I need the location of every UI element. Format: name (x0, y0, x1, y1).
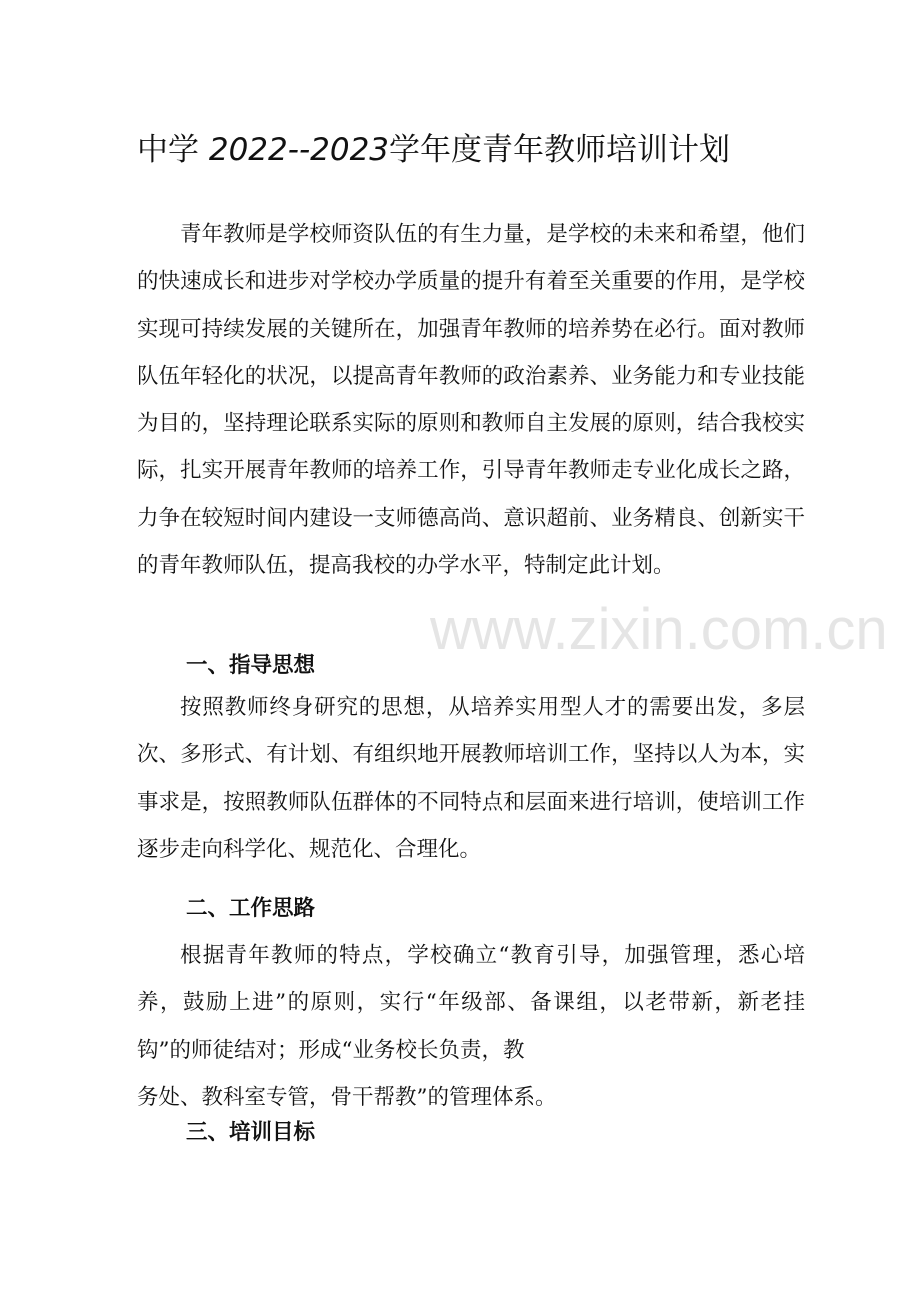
section-heading-training-goals: 三、培训目标 (186, 1120, 316, 1145)
watermark: www.zixin.com.cn (430, 597, 888, 662)
title-suffix: 学年度青年教师培训计划 (389, 132, 731, 168)
work-approach-text-part2: 务处、教科室专管，骨干帮教”的管理体系。 (137, 1084, 557, 1110)
intro-paragraph: 青年教师是学校师资队伍的有生力量，是学校的未来和希望，他们的快速成长和进步对学校办学质量的提升有着至关重要的作用，是学校实现可持续发展的关键所在，加强青年教师的培养势在必行。面对教师队伍年轻化的状况，以提高青年教师的政治素养、业务能力和专业技能为目的，坚持理论联系实际的原则和教师自主发展的原则，结合我校实际，扎实开展青年教师的培养工作，引导青年教师走专业化成长之路，力争在较短时间内建设一支师德高尚、意识超前、业务精良、创新实干的青年教师队伍，提高我校的办学水平，特制定此计划。 (137, 222, 805, 579)
work-approach-text-part1: 根据青年教师的特点，学校确立“教育引导，加强管理，悉心培养，鼓励上进”的原则，实行“年级部、备课组，以老带新，新老挂钩”的师徒结对；形成“业务校长负责，教 (137, 943, 805, 1063)
section-heading-guiding-ideology: 一、指导思想 (186, 653, 316, 678)
title-prefix: 中学 (137, 132, 199, 168)
work-approach-paragraph (137, 932, 805, 1121)
document-title (137, 125, 837, 175)
guiding-ideology-paragraph: 按照教师终身研究的思想，从培养实用型人才的需要出发，多层次、多形式、有计划、有组织地开展教师培训工作，坚持以人为本，实事求是，按照教师队伍群体的不同特点和层面来进行培训，使培训工作逐步走向科学化、规范化、合理化。 (137, 695, 805, 862)
title-year: 2022--2023 (208, 132, 390, 168)
section-heading-work-approach: 二、工作思路 (186, 896, 316, 921)
